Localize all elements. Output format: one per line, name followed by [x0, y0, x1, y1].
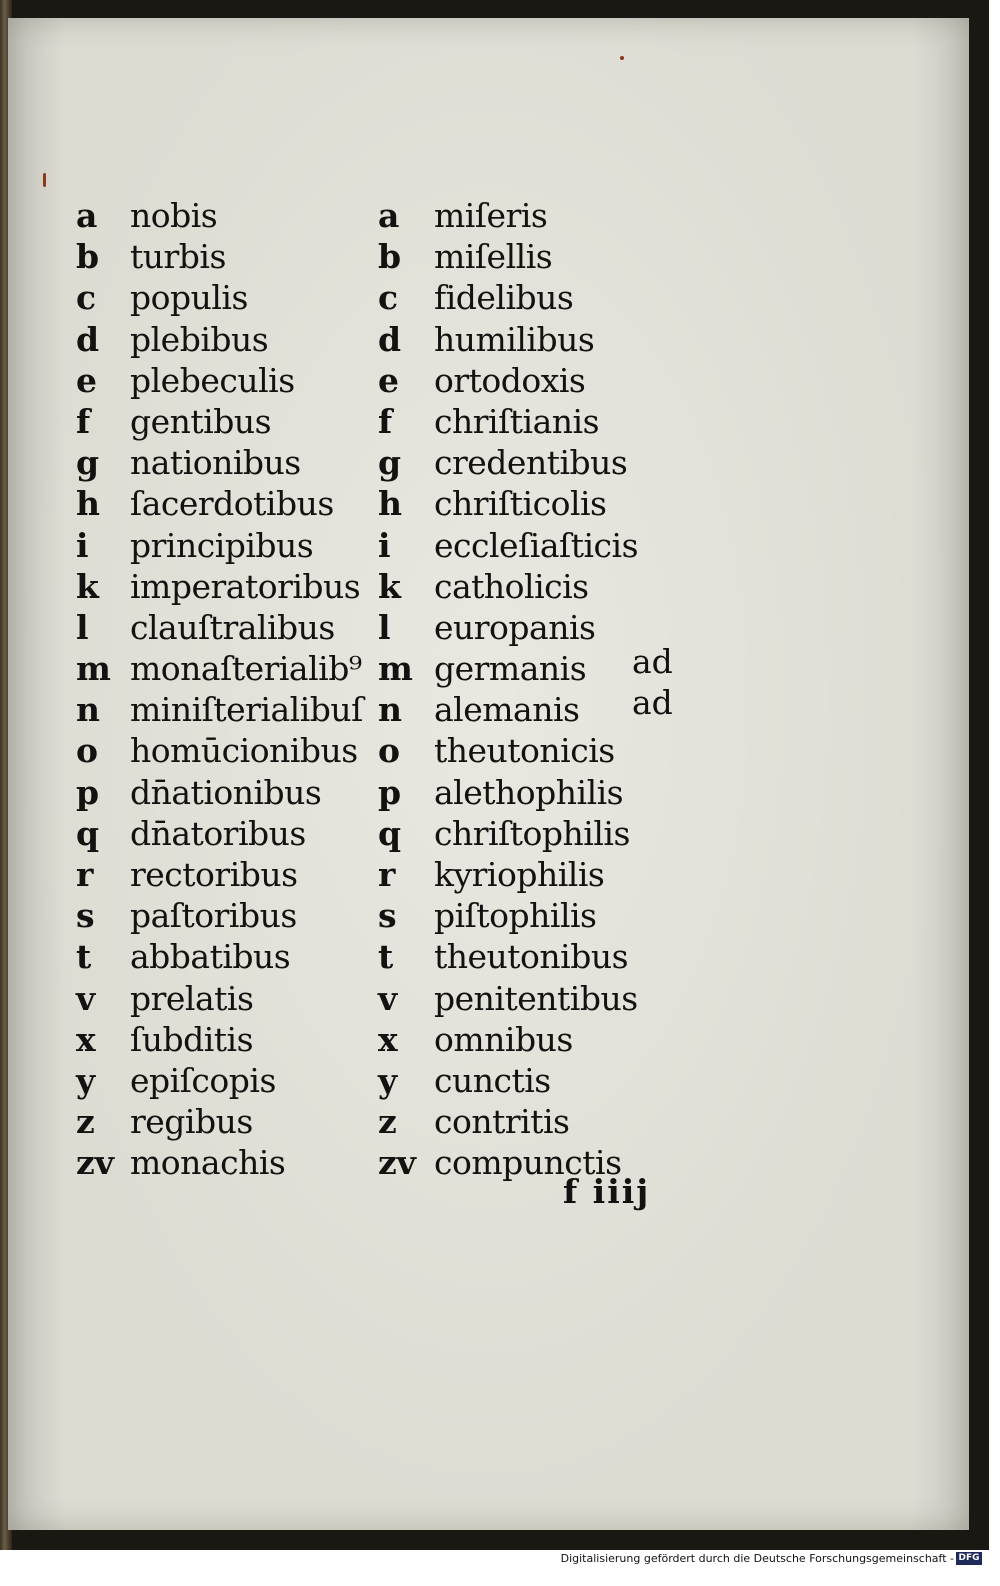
row-letter-marker: m — [76, 649, 111, 689]
word-row — [378, 401, 688, 442]
row-letter-marker: i — [76, 525, 89, 565]
row-letter-marker: r — [378, 855, 396, 894]
row-letter-marker: b — [76, 237, 100, 277]
margin-note: ad — [632, 642, 673, 681]
footer-credit: Digitalisierung gefördert durch die Deutsche Forschungsgemeinschaft - — [560, 1552, 954, 1565]
latin-word: imperatoribus — [130, 566, 361, 606]
row-letter-marker: l — [378, 607, 391, 647]
row-letter-marker: y — [378, 1060, 398, 1100]
latin-word: principibus — [130, 525, 314, 565]
latin-word: penitentibus — [434, 978, 638, 1018]
latin-word: clauſtralibus — [130, 607, 335, 647]
latin-word: eccleſiaſticis — [434, 525, 639, 565]
latin-word: chriſtophilis — [434, 813, 630, 853]
latin-word: monachis — [130, 1143, 286, 1183]
latin-word: compunctis — [434, 1143, 622, 1183]
latin-word: humilibus — [434, 319, 595, 359]
latin-word: gentibus — [130, 401, 272, 441]
row-letter-marker: x — [378, 1019, 398, 1059]
word-row — [76, 360, 381, 401]
row-letter-marker: o — [378, 731, 401, 771]
word-row — [76, 277, 381, 318]
latin-word: epiſcopis — [130, 1060, 276, 1100]
latin-word: ſacerdotibus — [130, 484, 334, 524]
word-row — [378, 442, 688, 483]
row-letter-marker: q — [378, 813, 402, 853]
row-letter-marker: v — [76, 978, 96, 1018]
word-row — [76, 1101, 381, 1142]
latin-word: contritis — [434, 1102, 570, 1142]
word-row — [76, 772, 381, 813]
latin-word: piſtophilis — [434, 896, 597, 936]
word-row — [76, 854, 381, 895]
row-letter-marker: p — [378, 772, 402, 812]
word-row — [76, 442, 381, 483]
word-row — [378, 895, 688, 936]
margin-note: ad — [632, 683, 673, 722]
row-letter-marker: c — [378, 278, 399, 318]
word-row — [378, 195, 688, 236]
latin-word: populis — [130, 278, 248, 318]
row-letter-marker: c — [76, 278, 97, 318]
word-row — [378, 978, 688, 1019]
word-row — [378, 566, 688, 607]
word-row — [378, 772, 688, 813]
latin-word: cunctis — [434, 1060, 551, 1100]
row-letter-marker: k — [76, 566, 99, 606]
latin-word: turbis — [130, 237, 226, 277]
row-letter-marker: f — [378, 401, 393, 441]
word-row — [76, 236, 381, 277]
word-row — [76, 895, 381, 936]
latin-word: ortodoxis — [434, 360, 586, 400]
row-letter-marker: a — [76, 196, 98, 235]
row-letter-marker: g — [76, 443, 100, 483]
word-row — [76, 936, 381, 977]
ink-stain — [43, 173, 46, 187]
latin-word: omnibus — [434, 1019, 573, 1059]
row-letter-marker: t — [76, 937, 92, 977]
word-row — [76, 1060, 381, 1101]
row-letter-marker: b — [378, 237, 402, 277]
word-row — [76, 566, 381, 607]
row-letter-marker: l — [76, 607, 89, 647]
row-letter-marker: z — [76, 1102, 95, 1142]
latin-word: chriſtianis — [434, 401, 600, 441]
latin-word: plebeculis — [130, 360, 295, 400]
row-letter-marker: q — [76, 813, 100, 853]
row-letter-marker: zv — [76, 1143, 114, 1183]
row-letter-marker: r — [76, 855, 94, 894]
row-letter-marker: z — [378, 1102, 397, 1142]
latin-word: paſtoribus — [130, 896, 297, 936]
word-row — [378, 854, 688, 895]
row-letter-marker: e — [378, 360, 399, 400]
latin-word: europanis — [434, 607, 596, 647]
latin-word: rectoribus — [130, 855, 298, 894]
row-letter-marker: zv — [378, 1143, 416, 1183]
word-row — [76, 978, 381, 1019]
word-row — [378, 360, 688, 401]
latin-word: prelatis — [130, 978, 254, 1018]
row-letter-marker: h — [76, 484, 100, 524]
latin-word: miſellis — [434, 237, 553, 277]
row-letter-marker: y — [76, 1060, 96, 1100]
word-row — [378, 483, 688, 524]
latin-word: monaſterialib⁹ — [130, 649, 362, 689]
latin-word: kyriophilis — [434, 855, 605, 894]
word-row — [76, 525, 381, 566]
word-row — [378, 730, 688, 771]
latin-word: miniſterialibuſ — [130, 690, 363, 730]
word-row — [76, 689, 381, 730]
row-letter-marker: e — [76, 360, 97, 400]
row-letter-marker: n — [378, 690, 402, 730]
latin-word: ſubditis — [130, 1019, 254, 1059]
latin-word: dn̄atoribus — [130, 813, 306, 853]
row-letter-marker: f — [76, 401, 91, 441]
dfg-logo: DFG — [956, 1552, 982, 1565]
word-row — [378, 1019, 688, 1060]
row-letter-marker: d — [76, 319, 100, 359]
word-row — [378, 277, 688, 318]
row-letter-marker: s — [76, 896, 95, 936]
word-row — [76, 401, 381, 442]
latin-word: plebibus — [130, 319, 269, 359]
word-row — [76, 195, 381, 236]
latin-word: catholicis — [434, 566, 589, 606]
row-letter-marker: x — [76, 1019, 96, 1059]
word-row — [76, 648, 381, 689]
ink-stain — [620, 56, 624, 60]
word-row — [76, 730, 381, 771]
latin-word: chriſticolis — [434, 484, 607, 524]
row-letter-marker: i — [378, 525, 391, 565]
word-row — [378, 1060, 688, 1101]
word-row — [378, 319, 688, 360]
row-letter-marker: a — [378, 196, 400, 235]
row-letter-marker: h — [378, 484, 402, 524]
latin-word: miſeris — [434, 196, 548, 235]
word-row — [76, 607, 381, 648]
word-row — [76, 319, 381, 360]
row-letter-marker: t — [378, 937, 394, 977]
row-letter-marker: g — [378, 443, 402, 483]
word-row — [378, 1101, 688, 1142]
row-letter-marker: s — [378, 896, 397, 936]
latin-word: regibus — [130, 1102, 253, 1142]
latin-word: germanis — [434, 649, 587, 689]
row-letter-marker: p — [76, 772, 100, 812]
latin-word: nationibus — [130, 443, 301, 483]
latin-word: theutonibus — [434, 937, 629, 977]
signature-mark: f iiij — [563, 1172, 651, 1211]
latin-word: theutonicis — [434, 731, 615, 771]
word-row — [378, 525, 688, 566]
latin-word: fidelibus — [434, 278, 574, 318]
word-row — [378, 813, 688, 854]
latin-word: alemanis — [434, 690, 580, 730]
row-letter-marker: d — [378, 319, 402, 359]
row-letter-marker: v — [378, 978, 398, 1018]
left-word-column — [76, 195, 381, 1184]
latin-word: abbatibus — [130, 937, 291, 977]
row-letter-marker: n — [76, 690, 100, 730]
latin-word: homūcionibus — [130, 731, 358, 771]
word-row — [76, 813, 381, 854]
row-letter-marker: o — [76, 731, 99, 771]
latin-word: credentibus — [434, 443, 628, 483]
word-row — [378, 236, 688, 277]
row-letter-marker: k — [378, 566, 401, 606]
word-row — [76, 483, 381, 524]
word-row — [378, 936, 688, 977]
row-letter-marker: m — [378, 649, 413, 689]
latin-word: alethophilis — [434, 772, 624, 812]
word-row — [76, 1019, 381, 1060]
word-row — [76, 1142, 381, 1183]
latin-word: dn̄ationibus — [130, 772, 322, 812]
latin-word: nobis — [130, 196, 218, 235]
